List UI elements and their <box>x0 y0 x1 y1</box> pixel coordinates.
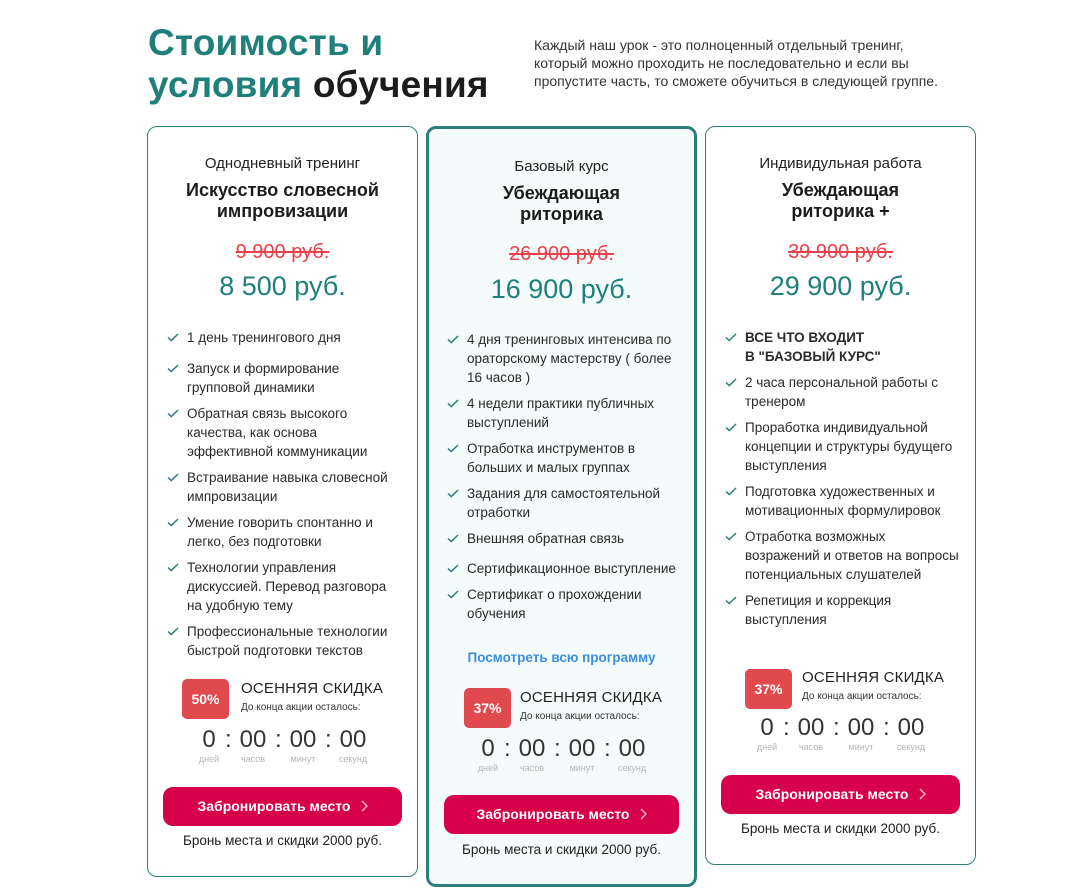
card-name: Искусство словесной импровизации <box>186 180 379 221</box>
check-icon <box>167 627 179 636</box>
pricing-card-one-day <box>147 126 418 877</box>
timer-days: 0 <box>760 714 774 741</box>
check-icon <box>447 590 459 599</box>
timer-seconds: 00 <box>618 735 646 762</box>
timer-minutes: 00 <box>847 714 875 741</box>
check-icon <box>167 563 179 572</box>
check-icon <box>725 487 737 496</box>
booking-note: Бронь места и скидки 2000 руб. <box>740 821 941 836</box>
feature-item: Отработка возможных возражений и ответов на вопросы потенциальных слушателей <box>725 527 961 584</box>
timer-days-label: дней <box>198 754 220 764</box>
card-type: Базовый курс <box>514 158 609 175</box>
pricing-card-basic <box>426 126 697 887</box>
check-icon <box>725 423 737 432</box>
card-type: Индивидульная работа <box>759 155 922 172</box>
chevron-right-icon <box>361 800 368 812</box>
check-icon <box>447 534 459 543</box>
title-part-1: Стоимость и <box>148 22 384 63</box>
feature-item: 2 часа персональной работы с тренером <box>725 373 961 411</box>
timer-hours: 00 <box>797 714 825 741</box>
timer-minutes: 00 <box>289 726 317 753</box>
chevron-right-icon <box>640 808 647 820</box>
feature-item: 4 недели практики публичных выступлений <box>447 394 683 432</box>
timer-days: 0 <box>202 726 216 753</box>
feature-item: Сертификат о прохождении обучения <box>447 585 683 623</box>
countdown-timer: 0 дней : 00 часов : 00 минут : 00 секунд <box>189 727 389 767</box>
timer-hours-label: часов <box>240 754 266 764</box>
timer-minutes: 00 <box>568 735 596 762</box>
card-type: Однодневный тренинг <box>204 155 361 172</box>
card-name: Убеждающая риторика <box>502 183 621 224</box>
timer-days-label: дней <box>756 742 778 752</box>
feature-item: Профессиональные технологии быстрой подготовки текстов <box>167 622 399 660</box>
feature-item: 4 дня тренинговых интенсива по ораторскому мастерству ( более 16 часов ) <box>447 330 683 387</box>
current-price: 16 900 руб. <box>490 274 633 304</box>
feature-item: Запуск и формирование групповой динамики <box>167 359 399 397</box>
timer-hours-label: часов <box>519 763 545 773</box>
old-price: 9 900 руб. <box>235 241 330 263</box>
check-icon <box>167 364 179 373</box>
feature-item: Внешняя обратная связь <box>447 529 683 548</box>
pricing-card-individual <box>705 126 976 865</box>
current-price: 29 900 руб. <box>769 271 912 301</box>
promo-title: ОСЕННЯЯ СКИДКА <box>802 669 945 686</box>
feature-item: Репетиция и коррекция выступления <box>725 591 961 629</box>
feature-item: Умение говорить спонтанно и легко, без подготовки <box>167 513 399 551</box>
check-icon <box>167 409 179 418</box>
feature-item: Сертификационное выступление <box>447 559 683 578</box>
countdown-timer: 0 дней : 00 часов : 00 минут : 00 секунд <box>468 736 668 776</box>
check-icon <box>447 489 459 498</box>
feature-list <box>447 330 683 623</box>
check-icon <box>447 399 459 408</box>
promo-countdown-label: До конца акции осталось: <box>802 691 922 702</box>
timer-seconds: 00 <box>339 726 367 753</box>
feature-item: Подготовка художественных и мотивационных формулировок <box>725 482 961 520</box>
promo-title: ОСЕННЯЯ СКИДКА <box>241 680 384 697</box>
feature-list <box>167 328 399 660</box>
timer-minutes-label: минут <box>290 754 316 764</box>
timer-minutes-label: минут <box>848 742 874 752</box>
feature-item: Обратная связь высокого качества, как основа эффективной коммуникации <box>167 404 399 461</box>
booking-note: Бронь места и скидки 2000 руб. <box>461 842 662 857</box>
check-icon <box>725 596 737 605</box>
discount-badge: 37% <box>745 669 792 709</box>
check-icon <box>447 444 459 453</box>
check-icon <box>725 378 737 387</box>
booking-note: Бронь места и скидки 2000 руб. <box>182 833 383 848</box>
timer-hours: 00 <box>239 726 267 753</box>
timer-minutes-label: минут <box>569 763 595 773</box>
check-icon <box>725 532 737 541</box>
timer-days: 0 <box>481 735 495 762</box>
feature-list <box>725 328 961 629</box>
current-price: 8 500 руб. <box>219 271 346 301</box>
timer-seconds-label: секунд <box>338 754 368 764</box>
check-icon <box>725 333 737 342</box>
check-icon <box>167 473 179 482</box>
feature-item: 1 день тренингового дня <box>167 328 399 347</box>
timer-hours: 00 <box>518 735 546 762</box>
check-icon <box>167 333 179 342</box>
title-part-2: условия <box>148 64 303 105</box>
promo-countdown-label: До конца акции осталось: <box>520 711 640 722</box>
section-title <box>148 22 489 106</box>
book-button[interactable]: Забронировать место <box>721 775 960 814</box>
feature-item: Проработка индивидуальной концепции и структуры будущего выступления <box>725 418 961 475</box>
feature-item: Задания для самостоятельной отработки <box>447 484 683 522</box>
check-icon <box>447 335 459 344</box>
book-button[interactable]: Забронировать место <box>444 795 679 834</box>
promo-title: ОСЕННЯЯ СКИДКА <box>520 689 663 706</box>
check-icon <box>447 564 459 573</box>
promo-countdown-label: До конца акции осталось: <box>241 702 361 713</box>
discount-badge: 50% <box>182 679 229 719</box>
check-icon <box>167 518 179 527</box>
feature-item: Технологии управления дискуссией. Перевод разговора на удобную тему <box>167 558 399 615</box>
old-price: 26 900 руб. <box>509 243 614 265</box>
feature-item: Встраивание навыка словесной импровизации <box>167 468 399 506</box>
book-button[interactable]: Забронировать место <box>163 787 402 826</box>
chevron-right-icon <box>919 788 926 800</box>
card-name: Убеждающая риторика + <box>781 180 900 221</box>
intro-text: Каждый наш урок - это полноценный отдельный тренинг, который можно проходить не последовательно и если вы пропустите часть, то сможете обучиться в следующей группе. <box>534 37 938 89</box>
title-part-3: обучения <box>312 64 489 105</box>
countdown-timer: 0 дней : 00 часов : 00 минут : 00 секунд <box>747 715 947 755</box>
timer-seconds-label: секунд <box>617 763 647 773</box>
timer-seconds-label: секунд <box>896 742 926 752</box>
discount-badge: 37% <box>464 688 511 728</box>
view-program-link[interactable]: Посмотреть всю программу <box>467 650 656 665</box>
feature-item: Отработка инструментов в больших и малых группах <box>447 439 683 477</box>
timer-seconds: 00 <box>897 714 925 741</box>
feature-item-included: ВСЕ ЧТО ВХОДИТ В "БАЗОВЫЙ КУРС" <box>725 328 961 366</box>
timer-hours-label: часов <box>798 742 824 752</box>
old-price: 39 900 руб. <box>788 241 893 263</box>
timer-days-label: дней <box>477 763 499 773</box>
